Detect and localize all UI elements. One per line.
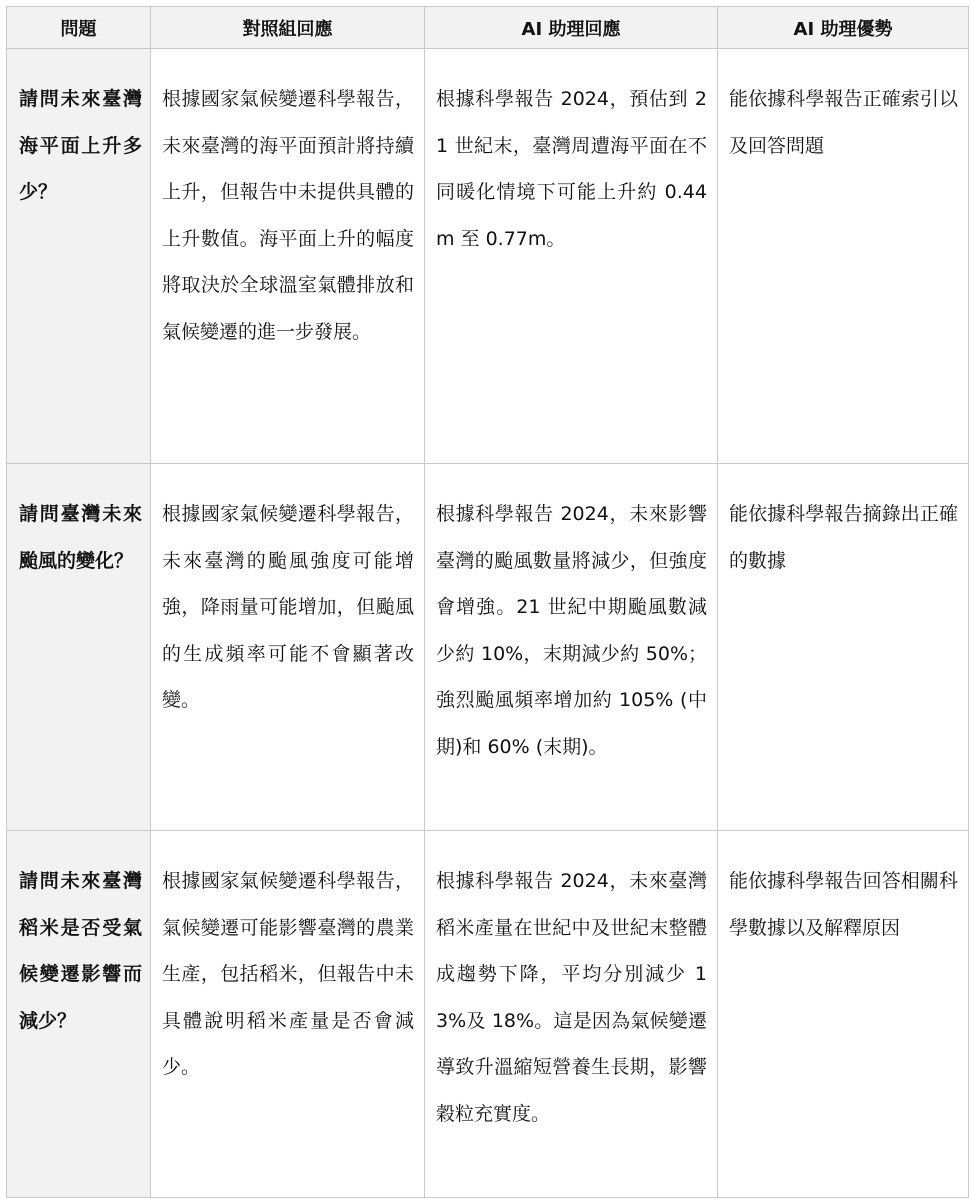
header-question: 問題 <box>7 7 151 49</box>
table-row <box>7 464 969 831</box>
header-ai-advantage: AI 助理優勢 <box>718 7 969 49</box>
table-row <box>7 831 969 1198</box>
question-cell: 請問未來臺灣海平面上升多少？ <box>7 49 151 464</box>
ai-advantage-cell: 能依據科學報告摘錄出正確的數據 <box>718 464 969 831</box>
ai-response-cell: 根據科學報告 2024，未來臺灣稻米產量在世紀中及世紀末整體成趨勢下降，平均分別減少 13%及 18%。這是因為氣候變遷導致升溫縮短營養生長期，影響穀粒充實度。 <box>425 831 718 1198</box>
control-response-cell: 根據國家氣候變遷科學報告，氣候變遷可能影響臺灣的農業生產，包括稻米，但報告中未具體說明稻米產量是否會減少。 <box>151 831 425 1198</box>
table-row <box>7 49 969 464</box>
question-cell: 請問未來臺灣稻米是否受氣候變遷影響而減少？ <box>7 831 151 1198</box>
header-row <box>7 7 969 49</box>
question-cell: 請問臺灣未來颱風的變化？ <box>7 464 151 831</box>
ai-advantage-cell: 能依據科學報告正確索引以及回答問題 <box>718 49 969 464</box>
header-control-response: 對照組回應 <box>151 7 425 49</box>
ai-advantage-cell: 能依據科學報告回答相關科學數據以及解釋原因 <box>718 831 969 1198</box>
comparison-table <box>6 6 969 1198</box>
ai-response-cell: 根據科學報告 2024，預估到 21 世紀末，臺灣周遭海平面在不同暖化情境下可能上升約 0.44m 至 0.77m。 <box>425 49 718 464</box>
ai-response-cell: 根據科學報告 2024，未來影響臺灣的颱風數量將減少，但強度會增強。21 世紀中期颱風數減少約 10%，末期減少約 50%；強烈颱風頻率增加約 105% (中期)和 60% (末期)。 <box>425 464 718 831</box>
table-header <box>7 7 969 49</box>
header-ai-response: AI 助理回應 <box>425 7 718 49</box>
comparison-table-wrapper <box>6 6 969 1198</box>
control-response-cell: 根據國家氣候變遷科學報告，未來臺灣的颱風強度可能增強，降雨量可能增加，但颱風的生成頻率可能不會顯著改變。 <box>151 464 425 831</box>
table-body <box>7 49 969 1198</box>
control-response-cell: 根據國家氣候變遷科學報告，未來臺灣的海平面預計將持續上升，但報告中未提供具體的上升數值。海平面上升的幅度將取決於全球溫室氣體排放和氣候變遷的進一步發展。 <box>151 49 425 464</box>
